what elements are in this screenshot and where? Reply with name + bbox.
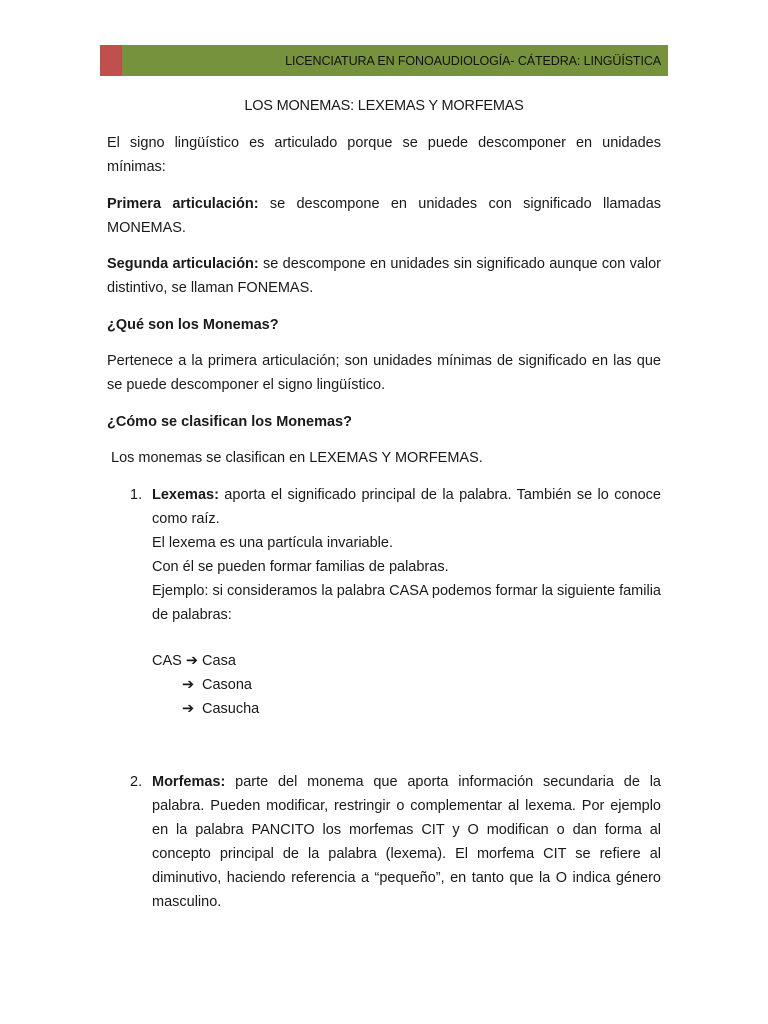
word-family-row-1 — [152, 649, 661, 673]
lexemas-line-1: El lexema es una partícula invariable. — [152, 535, 393, 551]
list-number-1: 1. — [130, 487, 143, 503]
word-family-word: Casucha — [202, 701, 260, 717]
word-family-word: Casona — [202, 677, 252, 693]
header-title: LICENCIATURA EN FONOAUDIOLOGÍA- CÁTEDRA: LINGÜÍSTICA — [285, 54, 661, 68]
lexemas-line-2: Con él se pueden formar familias de palabras. — [152, 559, 449, 575]
morfemas-label: Morfemas: — [152, 774, 226, 790]
segunda-text: se descompone en unidades sin significado aunque con valor distintivo, se llaman FONEMAS. — [107, 256, 661, 296]
word-family-row-3 — [152, 697, 661, 721]
arrow-icon: ➔ — [182, 701, 195, 717]
lexemas-text: aporta el significado principal de la palabra. También se lo conoce como raíz. — [152, 487, 661, 527]
morfemas-text: parte del monema que aporta información secundaria de la palabra. Pueden modificar, restringir o complementar al lexema. Por ejemplo en la palabra PANCITO los morfemas CIT y O modifican o dan forma al concepto principal de la palabra (lexema). El morfema CIT se refiere al diminutivo, haciendo referencia a “pequeño”, en tanto que la O indica género masculino. — [152, 774, 661, 910]
word-family-row-2 — [152, 673, 661, 697]
document-title: LOS MONEMAS: LEXEMAS Y MORFEMAS — [244, 98, 524, 114]
list-item-morfemas — [152, 770, 661, 914]
segunda-articulacion-paragraph — [107, 252, 661, 300]
segunda-label: Segunda articulación: — [107, 256, 259, 272]
primera-text: se descompone en unidades con significado llamadas MONEMAS. — [107, 196, 662, 236]
word-family-root: CAS — [152, 653, 182, 669]
arrow-icon: ➔ — [185, 653, 199, 669]
word-family-word: Casa — [202, 653, 236, 669]
word-family-example — [152, 649, 661, 721]
page-header-bar — [100, 45, 668, 76]
list-number-2: 2. — [130, 774, 143, 790]
question-que-son: ¿Qué son los Monemas? — [107, 317, 279, 333]
arrow-icon: ➔ — [182, 677, 195, 693]
header-accent-block — [100, 45, 122, 76]
question-como-se-clasifican: ¿Cómo se clasifican los Monemas? — [107, 414, 352, 430]
lexemas-label: Lexemas: — [152, 487, 219, 503]
primera-label: Primera articulación: — [107, 196, 259, 212]
lexemas-line-3: Ejemplo: si consideramos la palabra CASA podemos formar la siguiente familia de palabras: — [152, 583, 661, 623]
answer-que-son: Pertenece a la primera articulación; son unidades mínimas de significado en las que se puede descomponer el signo lingüístico. — [107, 353, 661, 393]
intro-paragraph: El signo lingüístico es articulado porque se puede descomponer en unidades mínimas: — [107, 135, 661, 175]
primera-articulacion-paragraph — [107, 192, 661, 240]
answer-clasificacion: Los monemas se clasifican en LEXEMAS Y MORFEMAS. — [111, 450, 483, 466]
list-item-lexemas — [152, 483, 661, 627]
lexemas-intro — [152, 487, 661, 527]
